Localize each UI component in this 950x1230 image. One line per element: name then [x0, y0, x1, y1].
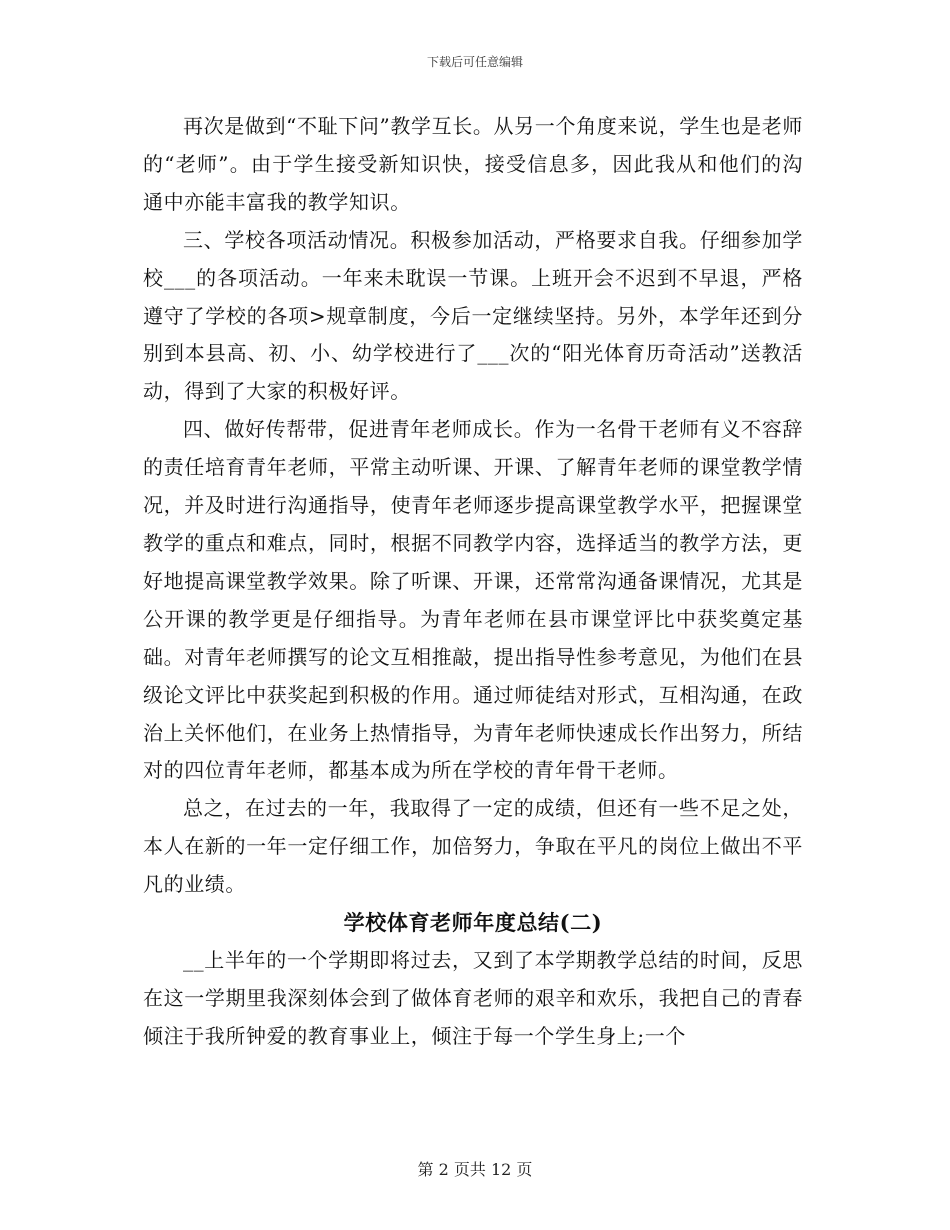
section-title: 学校体育老师年度总结(二)	[343, 910, 603, 936]
page-number: 第 2 页共 12 页	[417, 1160, 533, 1179]
paragraph-mentoring: 四、做好传帮带，促进青年老师成长。作为一名骨干老师有义不容辞的责任培育青年老师，平常主动听课、开课、了解青年老师的课堂教学情况，并及时进行沟通指导，使青年老师逐步提高课堂教学水平，把握课堂教学的重点和难点，同时，根据不同教学内容，选择适当的教学方法，更好地提高课堂教学效果。除了听课、开课，还常常沟通备课情况，尤其是公开课的教学更是仔细指导。为青年老师在县市课堂评比中获奖奠定基础。对青年老师撰写的论文互相推敲，提出指导性参考意见，为他们在县级论文评比中获奖起到积极的作用。通过师徒结对形式，互相沟通，在政治上关怀他们，在业务上热情指导，为青年老师快速成长作出努力，所结对的四位青年老师，都基本成为所在学校的青年骨干老师。	[143, 417, 803, 783]
paragraph-school-activities: 三、学校各项活动情况。积极参加活动，严格要求自我。仔细参加学校___的各项活动。一年来未耽误一节课。上班开会不迟到不早退，严格遵守了学校的各项>规章制度，今后一定继续坚持。另外，本学年还到分别到本县高、初、小、幼学校进行了___次的“阳光体育历奇活动”送教活动，得到了大家的积极好评。	[143, 227, 803, 404]
paragraph-mutual-teaching: 再次是做到“不耻下问”教学互长。从另一个角度来说，学生也是老师的“老师”。由于学生接受新知识快，接受信息多，因此我从和他们的沟通中亦能丰富我的教学知识。	[143, 114, 803, 214]
paragraph-conclusion: 总之，在过去的一年，我取得了一定的成绩，但还有一些不足之处，本人在新的一年一定仔细工作，加倍努力，争取在平凡的岗位上做出不平凡的业绩。	[143, 796, 803, 897]
document-body	[143, 108, 803, 1056]
page-header: 下载后可任意编辑	[426, 55, 523, 69]
paragraph-section2-intro: __上半年的一个学期即将过去，又到了本学期教学总结的时间，反思在这一学期里我深刻体会到了做体育老师的艰辛和欢乐，我把自己的青春倾注于我所钟爱的教育事业上，倾注于每一个学生身上;一个	[143, 947, 803, 1048]
